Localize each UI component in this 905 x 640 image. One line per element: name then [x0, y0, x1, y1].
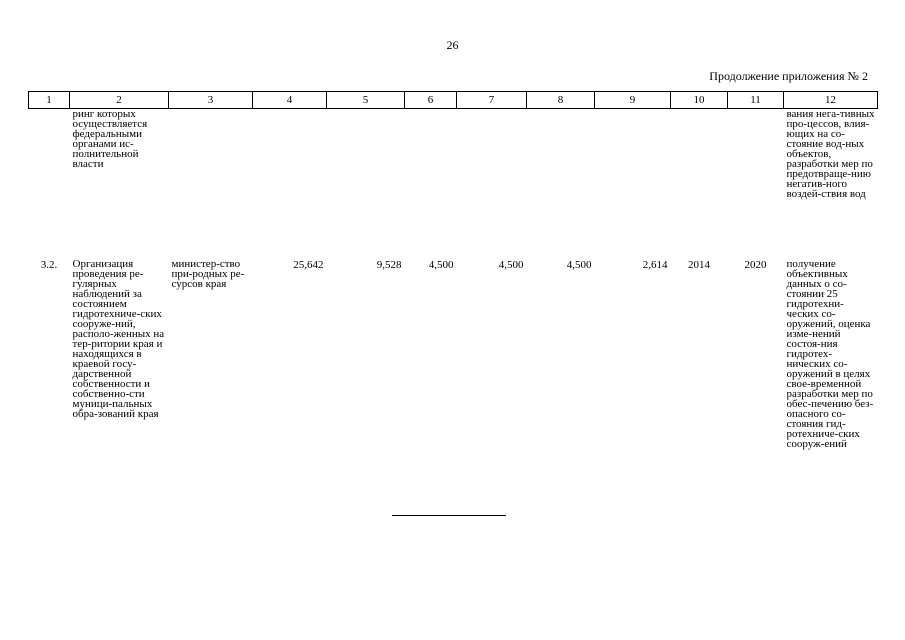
continuation-title: Продолжение приложения № 2	[709, 69, 868, 83]
header-cell: 6	[405, 92, 457, 109]
header-cell: 10	[671, 92, 728, 109]
row-year-end: 2020	[744, 259, 767, 271]
row-value-col9: 2,614	[642, 259, 668, 271]
row-description: Организация проведения ре-гулярных наблюдений за состоянием гидротехниче-ских сооруже-ний, располо-женных на тер-ритории края и находящихся в краевой госу-дарственной собственности и собственно-сти муници-пальных обра-зований края	[72, 258, 165, 420]
header-cell: 8	[527, 92, 595, 109]
header-cell: 5	[327, 92, 405, 109]
row-value-col8: 4,500	[566, 259, 592, 271]
row-total: 25,642	[293, 259, 324, 271]
row-executor: министер-ство при-родных ре-сурсов края	[171, 258, 245, 290]
header-cell: 2	[70, 92, 169, 109]
continuation-row	[29, 109, 878, 260]
header-cell: 3	[169, 92, 253, 109]
header-row	[29, 92, 878, 109]
row-value-col5: 9,528	[376, 259, 402, 271]
row-year-start: 2014	[688, 259, 710, 271]
header-cell: 7	[457, 92, 527, 109]
appendix-table	[28, 91, 878, 449]
continuation-result: вания нега-тивных про-цессов, влия-ющих на со-стояние вод-ных объектов, разработки мер по предотвраще-нию негатив-ного воздей-ствия вод	[786, 108, 875, 200]
header-cell: 4	[253, 92, 327, 109]
row-value-col6: 4,500	[428, 259, 454, 271]
row-value-col7: 4,500	[498, 259, 524, 271]
page-number: 26	[446, 38, 459, 52]
end-divider-line	[392, 515, 506, 516]
header-cell: 11	[728, 92, 784, 109]
header-cell: 1	[29, 92, 70, 109]
table-row-3-2	[29, 259, 878, 449]
row-result: получение объективных данных о со-стоянии 25 гидротехни-ческих со-оружений, оценка изме-нений состоя-ния гидротех-нических со-оружений в целях свое-временной разработки мер по обес-печению без-опасного со-стояния гид-ротехниче-ских сооруж-ений	[786, 258, 874, 450]
continuation-description: ринг которых осуществляется федеральными органами ис-полнительной власти	[72, 108, 148, 170]
header-cell: 12	[784, 92, 878, 109]
row-number: 3.2.	[40, 259, 58, 271]
header-cell: 9	[595, 92, 671, 109]
